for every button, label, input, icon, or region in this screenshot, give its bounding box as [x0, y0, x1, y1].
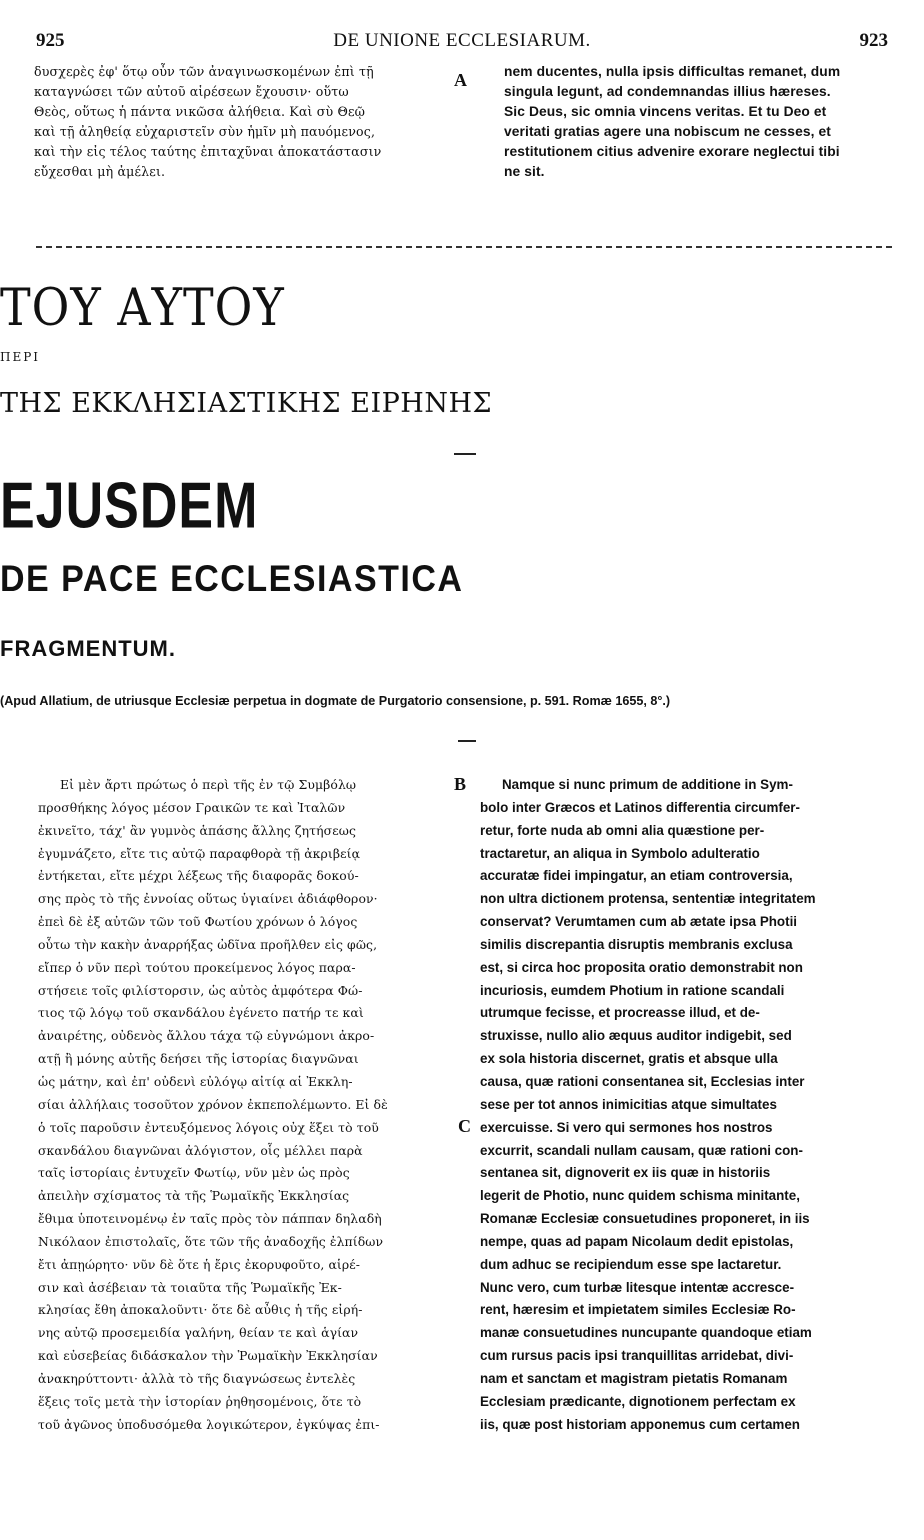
latin-line: iis, quæ post historiam apponemus cum certamen [480, 1416, 800, 1432]
top-latin-column [504, 62, 892, 182]
running-header [36, 30, 888, 58]
main-latin-column [480, 774, 892, 1436]
greek-line: ἐντήκεται, εἴτε μέχρι λέξεως τῆς διαφορᾶς δοκού- [38, 868, 359, 884]
latin-line: ex sola historia discernet, gratis et absque ulla [480, 1051, 778, 1067]
latin-line: excurrit, scandali nullam causam, quæ rationi con- [480, 1142, 803, 1158]
greek-line: κλησίας ἔθη ἀποκαλοῦντι· ὅτε δὲ αὖθις ἡ τῆς εἰρή- [38, 1302, 363, 1318]
latin-line: nempe, quas ad papam Nicolaum dedit epistolas, [480, 1233, 794, 1249]
latin-line: accuratæ fidei impingatur, an etiam controversia, [480, 868, 793, 884]
latin-line: similis discrepantia disruptis membranis exclusa [480, 936, 793, 952]
title-rule [458, 740, 476, 742]
latin-line: Romanæ Ecclesiæ consuetudines proponeret, in iis [480, 1211, 810, 1227]
greek-line: καὶ τῇ ἀληθείᾳ εὐχαριστεῖν σὺν ἡμῖν μὴ παυόμενος, [34, 124, 376, 139]
main-greek-column [38, 774, 450, 1436]
latin-main-title: EJUSDEM [0, 469, 259, 543]
greek-line: ἔθιμα ὑποτεινομένῳ ἐν ταῖς πρὸς τὸν πάππαν δηλαδὴ [38, 1211, 382, 1227]
greek-line: ἀνακηρύττοντι· ἀλλὰ τὸ τῆς διαγνώσεως ἐντελὲς [38, 1370, 356, 1386]
margin-marker-a: A [454, 70, 467, 90]
latin-line: Nunc vero, cum turbæ litesque intentæ accresce- [480, 1279, 795, 1295]
latin-line: utrumque fecisse, et procreasse illud, et de- [480, 1005, 760, 1021]
greek-line: εἴπερ ὁ νῦν περὶ τούτου προκείμενος λόγος παρα- [38, 959, 356, 975]
greek-main-title: ΤΟΥ ΑΥΤΟΥ [0, 276, 285, 338]
latin-line: ne sit. [504, 164, 545, 179]
latin-line: causa, quæ rationi consentanea sit, Ecclesias inter [480, 1073, 805, 1089]
latin-line: non ultra dictionem protensa, sententiæ integritatem [480, 891, 816, 907]
greek-line: δυσχερὲς ἐφ' ὅτῳ οὖν τῶν ἀναγινωσκομένων ἐπὶ τῇ [34, 64, 374, 79]
greek-line: στήσειε τοῖς φιλίστορσιν, ὡς αὐτὸς ἀμφότερα Φώ- [38, 982, 363, 998]
latin-subtitle: DE PACE ECCLESIASTICA [0, 558, 464, 600]
margin-marker-c: C [458, 1116, 471, 1136]
latin-line: tractaretur, an aliqua in Symbolo adulteratio [480, 845, 760, 861]
greek-line: ταῖς ἱστορίαις ἐντυχεῖν Φωτίῳ, νῦν μὲν ὡς πρὸς [38, 1165, 350, 1181]
latin-line: incuriosis, eumdem Photium in ratione scandali [480, 982, 785, 998]
greek-line: ἕξεις τοῖς μετὰ τὴν ἱστορίαν ῥηθησομένοις, ὅτε τὸ [38, 1393, 362, 1409]
latin-line: retur, forte nuda ab omni alia quæstione per- [480, 822, 765, 838]
top-greek-column [34, 62, 454, 182]
latin-line: struxisse, nullo alio æquus auditor indigebit, sed [480, 1028, 792, 1044]
greek-line: οὗτω τὴν κακὴν ἀναρρήξας ὠδῖνα προῆλθεν εἰς φῶς, [38, 936, 378, 952]
latin-line: manæ consuetudines nuncupante quandoque etiam [480, 1325, 812, 1341]
latin-line: exercuisse. Si vero qui sermones hos nostros [480, 1119, 773, 1135]
greek-line: Νικόλαον ἐπιστολαῖς, ὅτε τῶν τῆς ἀναδοχῆς ἐλπίδων [38, 1233, 384, 1249]
greek-subtitle: ΤΗΣ ΕΚΚΛΗΣΙΑΣΤΙΚΗΣ ΕΙΡΗΝΗΣ [0, 388, 493, 419]
greek-line: ὡς μάτην, καὶ ἐπ' οὐδενὶ εὐλόγῳ αἰτίᾳ αἱ Ἐκκλη- [38, 1073, 353, 1089]
latin-line: est, si circa hoc proposita oratio demonstrabit non [480, 959, 803, 975]
latin-line: Ecclesiam prædicante, dignotionem perfectam ex [480, 1393, 796, 1409]
greek-line: καὶ τὴν εἰς τέλος ταύτης ἐπιταχῦναι ἀποκατάστασιν [34, 144, 382, 159]
latin-line: legerit de Photio, nunc quidem schisma minitante, [480, 1188, 800, 1204]
latin-line: cum rursus pacis ipsi tranquillitas arridebat, divi- [480, 1348, 794, 1364]
greek-line: ἀπειλὴν σχίσματος τὰ τῆς Ῥωμαϊκῆς Ἐκκλησίας [38, 1188, 350, 1204]
latin-line: conservat? Verumtamen cum ab ætate ipsa Photii [480, 914, 798, 930]
latin-line: sentanea sit, dignoverit ex iis quæ in historiis [480, 1165, 771, 1181]
fragment-label: FRAGMENTUM. [0, 636, 176, 661]
latin-line: veritati gratias agere una nobiscum ne cesses, et [504, 124, 831, 139]
greek-line: σκανδάλου διαγνῶναι ἀλόγιστον, οἷς μέλλει παρὰ [38, 1142, 363, 1158]
margin-marker-b: B [454, 774, 467, 794]
greek-line: νης αὐτῷ προσεμειδία γαλήνη, θείαν τε καὶ ἁγίαν [38, 1325, 359, 1341]
title-rule [454, 453, 476, 455]
latin-line: dum adhuc se recipiendum esse spe lactaretur. [480, 1256, 782, 1272]
greek-line: ἀναιρέτης, οὐδενὸς ἄλλου τάχα τῷ εὐγνώμονι ἀκρο- [38, 1028, 375, 1044]
latin-line: rent, hæresim et impietatem similes Ecclesiæ Ro- [480, 1302, 796, 1318]
greek-line: καὶ εὐσεβείας διδάσκαλον τὴν Ῥωμαϊκὴν Ἐκκλησίαν [38, 1348, 378, 1364]
greek-line: σιν καὶ ἀσέβειαν τὰ τοιαῦτα τῆς Ῥωμαϊκῆς Ἐκ- [38, 1279, 342, 1295]
greek-line: ἐπεὶ δὲ ἐξ αὐτῶν τῶν τοῦ Φωτίου χρόνων ὁ λόγος [38, 914, 358, 930]
section-divider [36, 246, 892, 248]
latin-line: sese per tot annos inimicitias atque simultates [480, 1096, 777, 1112]
greek-line: ἐκινεῖτο, τάχ' ἂν γυμνὸς ἁπάσης ἄλλης ζητήσεως [38, 822, 356, 838]
greek-line: ἔτι ἀπῃώρητο· νῦν δὲ ὅτε ἡ ἔρις ἐκορυφοῦτο, αἱρέ- [38, 1256, 361, 1272]
latin-line: Namque si nunc primum de additione in Sym- [502, 777, 793, 792]
greek-line: τιος τῷ λόγῳ τοῦ σκανδάλου ἐγένετο πατήρ τε καὶ [38, 1005, 364, 1021]
page-number-left: 925 [36, 30, 65, 51]
source-citation: (Apud Allatium, de utriusque Ecclesiæ perpetua in dogmate de Purgatorio consensione, p. 591. Romæ 1655, 8°.) [0, 694, 671, 708]
latin-line: restitutionem citius advenire exorare neglectui tibi [504, 144, 840, 159]
greek-line: ὁ τοῖς παροῦσιν ἐντευξόμενος λόγοις οὐχ ἕξει τὸ τοῦ [38, 1119, 379, 1135]
greek-line: καταγνώσει τῶν αὐτοῦ αἱρέσεων ἔχουσιν· οὕτω [34, 84, 349, 99]
latin-line: Sic Deus, sic omnia vincens veritas. Et tu Deo et [504, 104, 827, 119]
greek-line: σίαι ἀλλήλαις τοσοῦτον χρόνον ἐκπεπολέμωντο. Εἰ δὲ [38, 1096, 388, 1112]
greek-line: Θεὸς, οὕτως ἡ πάντα νικῶσα ἀλήθεια. Καὶ σὺ Θεῷ [34, 104, 366, 119]
page-number-right: 923 [859, 30, 888, 51]
latin-line: singula legunt, ad condemnandas illius hæreses. [504, 84, 831, 99]
greek-line: Εἰ μὲν ἄρτι πρώτως ὁ περὶ τῆς ἐν τῷ Συμβόλῳ [60, 777, 357, 792]
running-title: DE UNIONE ECCLESIARUM. [333, 30, 591, 51]
latin-line: nem ducentes, nulla ipsis difficultas remanet, dum [504, 64, 841, 79]
greek-peri-label: ΠΕΡΙ [0, 350, 41, 364]
greek-line: τοῦ ἀγῶνος ὑποδυσόμεθα λογικώτερον, ἐγκύψας ἐπι- [38, 1416, 380, 1432]
latin-line: bolo inter Græcos et Latinos differentia circumfer- [480, 799, 800, 815]
latin-line: nam et sanctam et magistram pietatis Romanam [480, 1370, 788, 1386]
greek-line: εὔχεσθαι μὴ ἀμέλει. [34, 164, 166, 179]
greek-line: σης πρὸς τὸ τῆς ἐννοίας οὕτως ὑγιαίνει ἀδιάφθορον· [38, 891, 378, 907]
greek-line: ατῇ ἢ μόνης αὐτῆς δεήσει τῆς ἱστορίας διαγνῶναι [38, 1051, 359, 1067]
greek-line: προσθήκης λόγος μέσον Γραικῶν τε καὶ Ἰταλῶν [38, 799, 346, 815]
greek-line: ἐγυμνάζετο, εἴτε τις αὐτῷ παραφθορὰ τῇ ἀκριβείᾳ [38, 845, 361, 861]
